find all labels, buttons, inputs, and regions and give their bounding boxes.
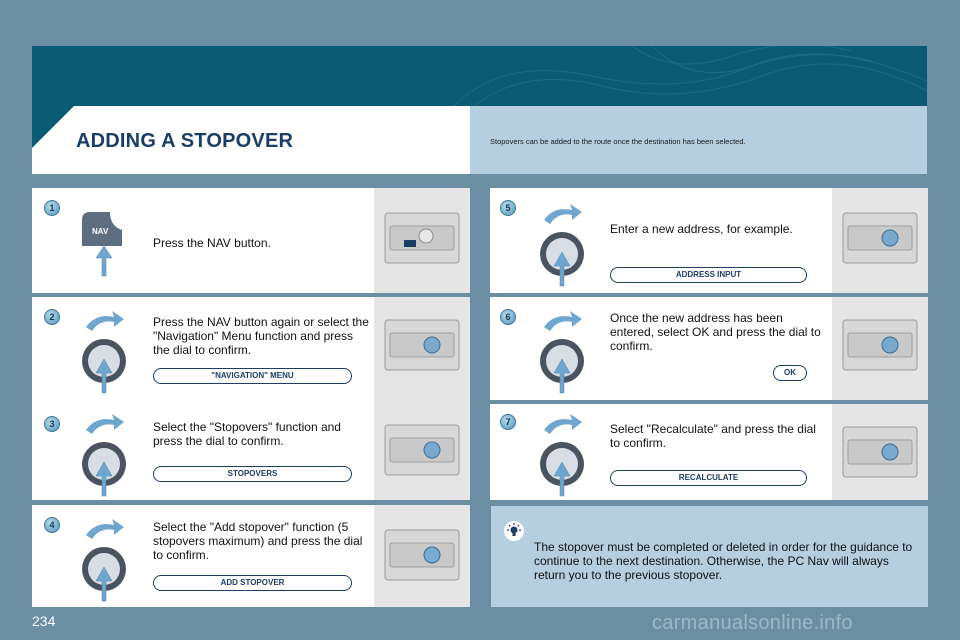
title-corner: [32, 106, 74, 148]
rotate-dial-icon: [536, 410, 592, 498]
menu-label-pill: STOPOVERS: [153, 466, 352, 482]
control-panel-illustration: [384, 212, 460, 264]
menu-label-pill: RECALCULATE: [610, 470, 807, 486]
control-panel-area: [374, 297, 470, 400]
step-6-text: Once the new address has been entered, select OK and press the dial to confirm.: [610, 311, 821, 353]
control-panel-illustration: [842, 319, 918, 371]
rotate-dial-icon: [536, 307, 592, 395]
control-panel-area: [832, 404, 928, 500]
step-number-badge: 1: [44, 200, 60, 216]
step-7-box: [490, 404, 928, 500]
control-panel-area: [832, 188, 928, 293]
control-panel-area: [374, 505, 470, 607]
intro-text: Stopovers can be added to the route once the destination has been selected.: [490, 137, 746, 146]
control-panel-area: [832, 297, 928, 400]
step-7-text: Select "Recalculate" and press the dial to confirm.: [610, 422, 816, 450]
note-text: The stopover must be completed or deleted in order for the guidance to continue to the next destination. Otherwise, the PC Nav will always return you to the previous stopover.: [534, 540, 913, 582]
header-band: [32, 46, 927, 108]
rotate-dial-icon: [536, 200, 592, 288]
step-6-box: [490, 297, 928, 400]
step-5-box: [490, 188, 928, 293]
control-panel-illustration: [842, 426, 918, 478]
rotate-dial-icon: [78, 410, 134, 498]
menu-label-pill: OK: [773, 365, 807, 381]
page-number: 234: [32, 613, 56, 629]
menu-label-pill: ADD STOPOVER: [153, 575, 352, 591]
step-5-text: Enter a new address, for example.: [610, 222, 793, 236]
header-pattern: [32, 46, 927, 108]
menu-label-pill: "NAVIGATION" MENU: [153, 368, 352, 384]
step-1-box: [32, 188, 470, 293]
control-panel-illustration: [384, 529, 460, 581]
nav-button-icon: [74, 206, 124, 278]
step-number-badge: 3: [44, 416, 60, 432]
step-4-text: Select the "Add stopover" function (5 stopovers maximum) and press the dial to confirm.: [153, 520, 363, 562]
step-number-badge: 5: [500, 200, 516, 216]
rotate-dial-icon: [78, 515, 134, 603]
step-3-text: Select the "Stopovers" function and press the dial to confirm.: [153, 420, 341, 448]
step-number-badge: 4: [44, 517, 60, 533]
step-2-box: [32, 297, 470, 400]
step-4-box: [32, 505, 470, 607]
step-number-badge: 6: [500, 309, 516, 325]
step-1-text: Press the NAV button.: [153, 236, 271, 250]
step-number-badge: 2: [44, 309, 60, 325]
lightbulb-icon: [503, 520, 525, 542]
step-2-text: Press the NAV button again or select the "Navigation" Menu function and press the dial to confirm.: [153, 315, 369, 357]
menu-label-pill: ADDRESS INPUT: [610, 267, 807, 283]
control-panel-area: [374, 188, 470, 293]
watermark: carmanualsonline.info: [652, 612, 853, 634]
step-3-box: [32, 400, 470, 500]
page-title: ADDING A STOPOVER: [76, 130, 294, 152]
control-panel-area: [374, 400, 470, 500]
control-panel-illustration: [384, 424, 460, 476]
nav-button-label: NAV: [92, 227, 109, 236]
control-panel-illustration: [384, 319, 460, 371]
rotate-dial-icon: [78, 307, 134, 395]
control-panel-illustration: [842, 212, 918, 264]
step-number-badge: 7: [500, 414, 516, 430]
